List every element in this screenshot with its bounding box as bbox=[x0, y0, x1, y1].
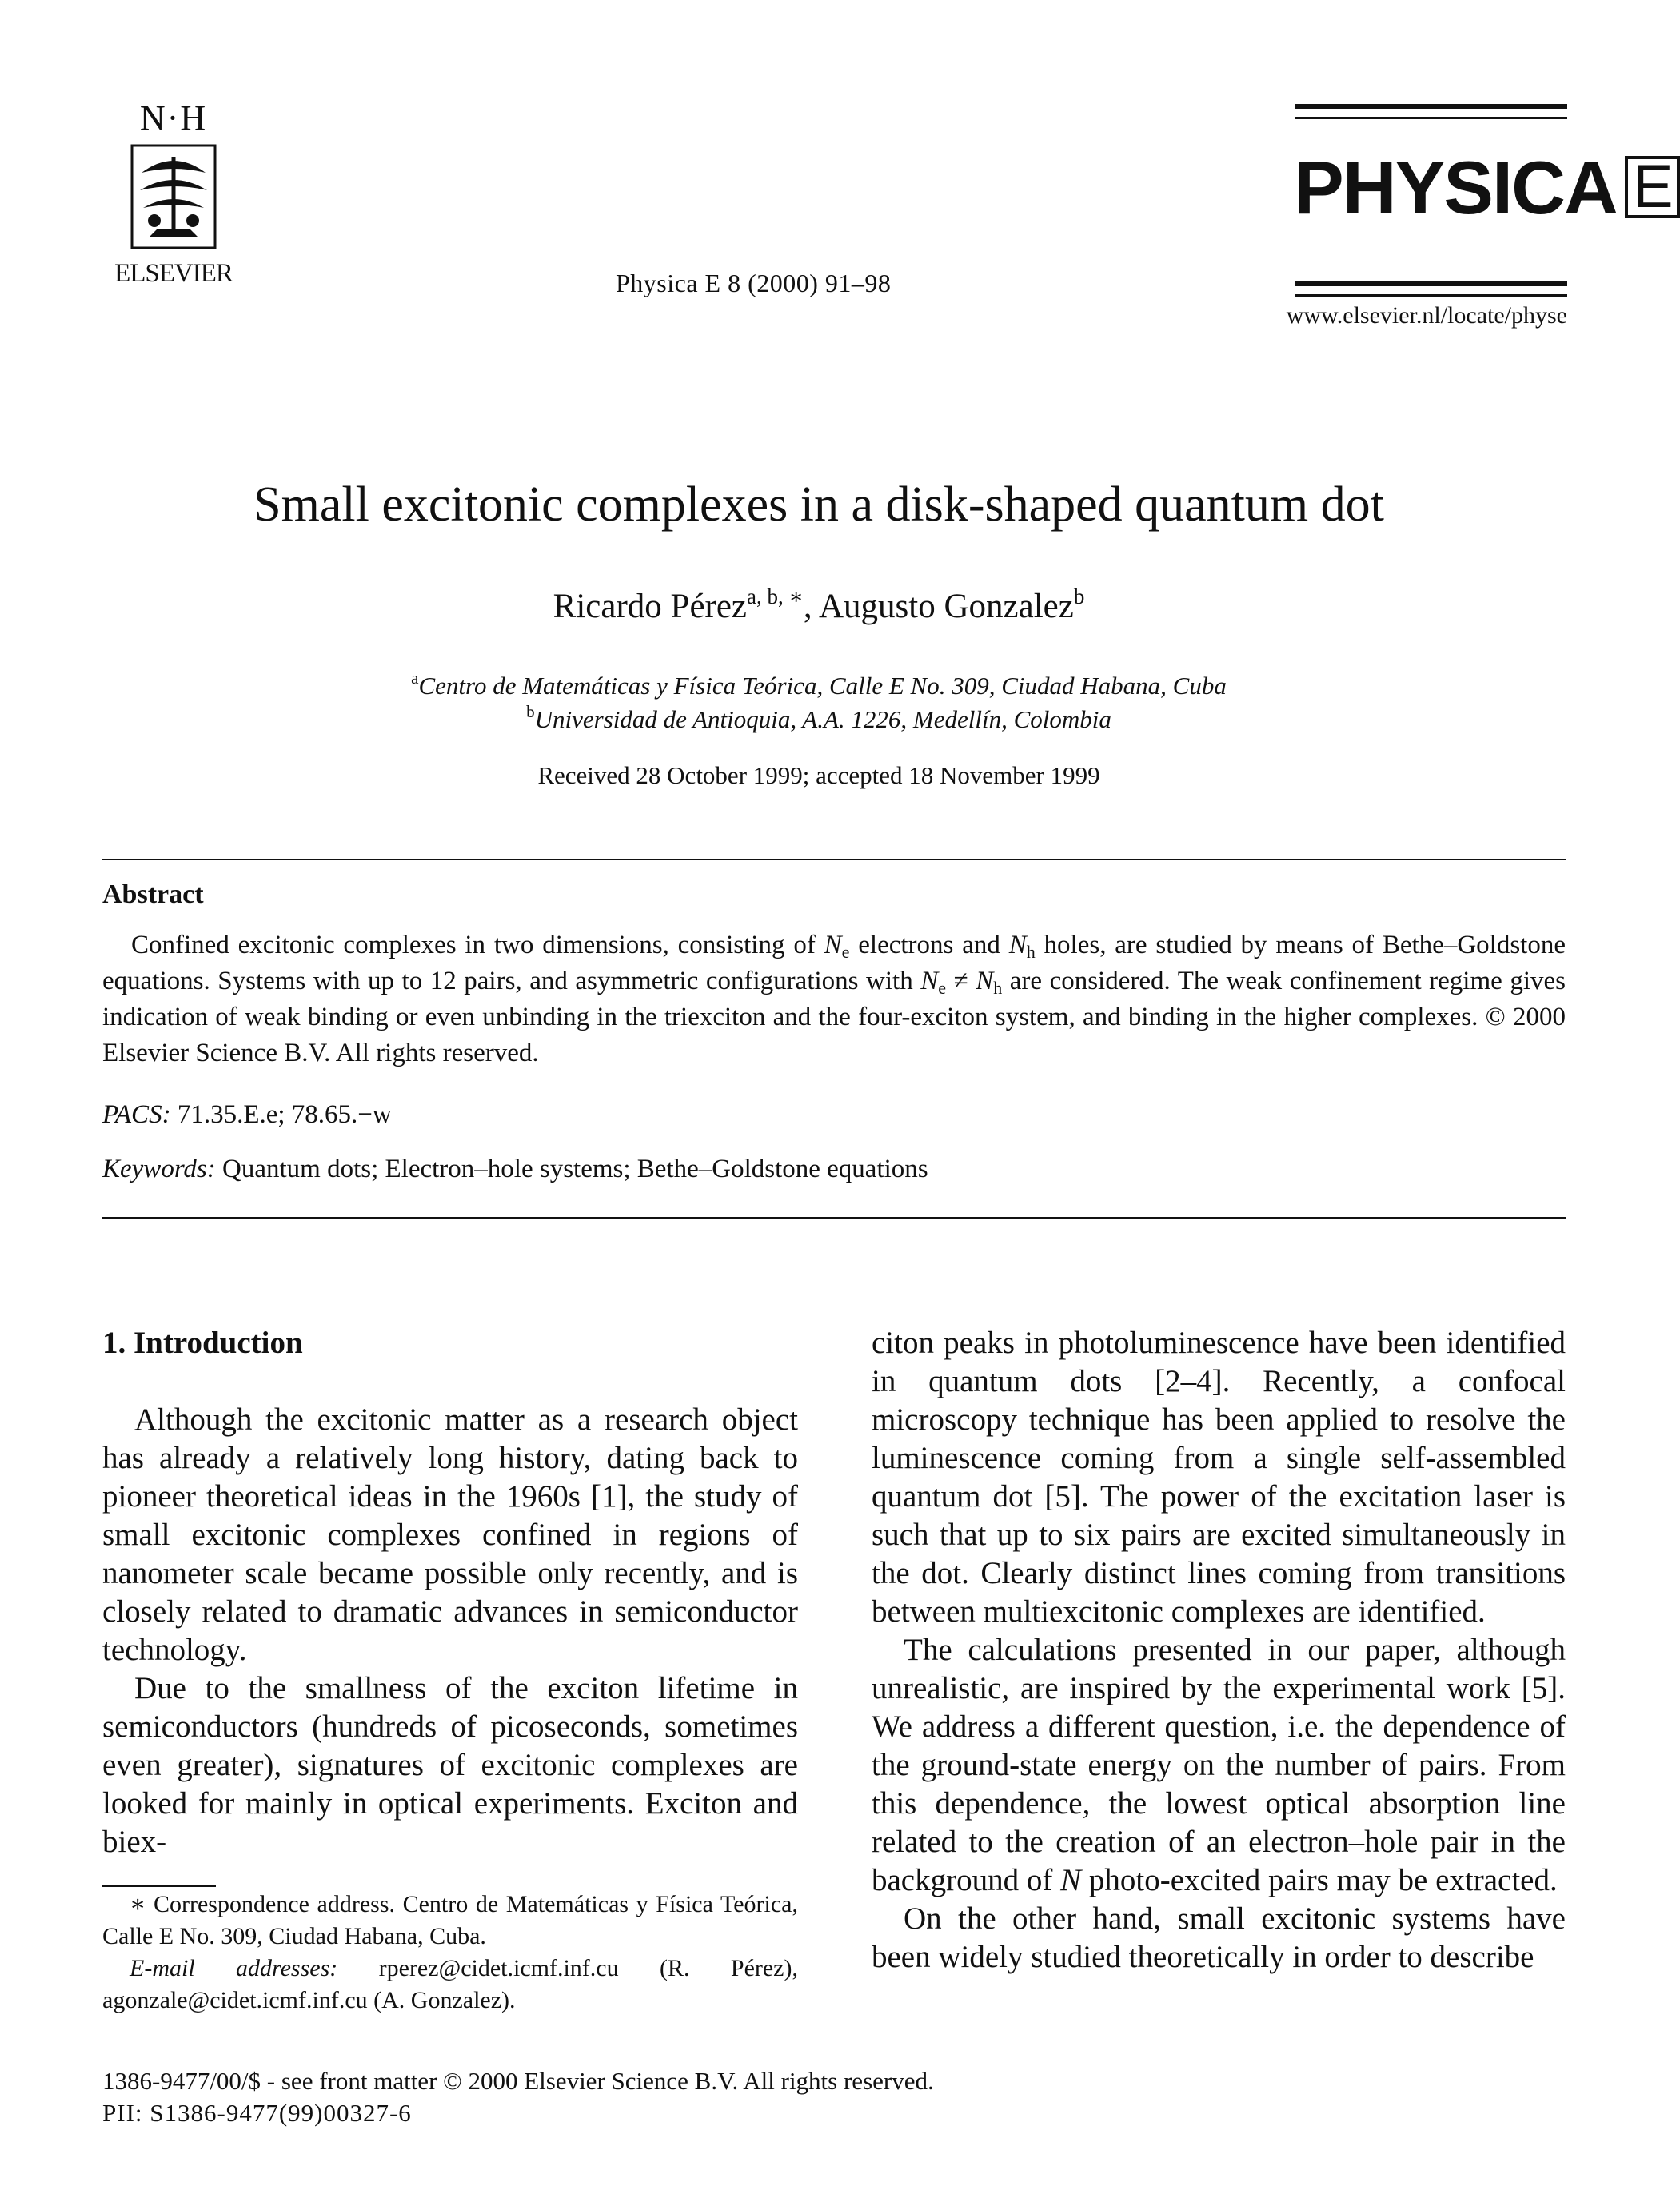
email-note: E-mail addresses: rperez@cidet.icmf.inf.cu (R. Pérez), agonzale@cidet.icmf.inf.cu (A. Gonzalez). bbox=[102, 1955, 798, 2013]
front-matter-line: 1386-9477/00/$ - see front matter © 2000 Elsevier Science B.V. All rights reserved. bbox=[102, 2067, 934, 2095]
divider bbox=[102, 859, 1566, 860]
tree-emblem-icon bbox=[126, 141, 221, 253]
paragraph: Due to the smallness of the exciton lifetime in semiconductors (hundreds of picoseconds, sometimes even greater), signatures of excitonic complexes are looked for mainly in optical experiments. Exciton and biex- bbox=[102, 1671, 798, 1859]
paragraph: The calculations presented in our paper, although unrealistic, are inspired by the experimental work [5]. We address a different question, i.e. the dependence of the ground-state energy on the number of pairs. From this dependence, the lowest optical absorption line related to the creation of an electron–hole pair in the background of N photo-excited pairs may be extracted. bbox=[872, 1633, 1566, 1897]
paper-title: Small excitonic complexes in a disk-shaped quantum dot bbox=[253, 477, 1384, 532]
brand-top-rules bbox=[1295, 104, 1567, 119]
author-separator: , bbox=[803, 588, 819, 625]
publisher-name: ELSEVIER bbox=[114, 259, 233, 288]
keywords-line: Keywords: Quantum dots; Electron–hole systems; Bethe–Goldstone equations bbox=[102, 1155, 928, 1183]
abstract-text: Confined excitonic complexes in two dimensions, consisting of $N_e$ electrons and $N_h$ holes, are studied by means of Bethe–Goldstone equations. Systems with up to 12 pairs, and asymmetric configurations with $N_e \ne N_h$ are considered. The weak confinement regime gives indication of weak binding or even unbinding in the triexciton and the four-exciton system, and binding in the higher complexes. © 2000 Elsevier Science B.V. All rights reserved. bbox=[102, 931, 1566, 1067]
paragraph: citon peaks in photoluminescence have been identified in quantum dots [2–4]. Recently, a confocal microscopy technique has been applied to resolve the luminescence coming from a single self-assembled quantum dot [5]. The power of the excitation laser is such that up to six pairs are excited simultaneously in the dot. Clearly distinct lines coming from transitions between multiexcitonic complexes are identified. bbox=[872, 1326, 1566, 1629]
paragraph: Although the excitonic matter as a research object has already a relatively long history, dating back to pioneer theoretical ideas in the 1960s [1], the study of small excitonic complexes confined in regions of nanometer scale became possible only recently, and is closely related to dramatic advances in semiconductor technology. bbox=[102, 1402, 798, 1667]
author-list bbox=[0, 584, 1638, 626]
divider bbox=[102, 1217, 1566, 1219]
brand-bottom-rules bbox=[1295, 281, 1567, 297]
abstract-heading: Abstract bbox=[102, 880, 204, 909]
author-affiliation-marks: a, b, ∗ bbox=[747, 584, 804, 608]
logo-monogram: N·H bbox=[139, 98, 208, 138]
right-column bbox=[872, 1324, 1566, 1977]
journal-brand bbox=[1294, 144, 1672, 232]
author-affiliation-marks: b bbox=[1073, 584, 1085, 608]
footnote bbox=[102, 1889, 798, 2017]
affiliation: $^a$Centro de Matemáticas y Física Teórica, Calle E No. 309, Ciudad Habana, Cuba bbox=[411, 668, 1227, 700]
footnote-rule bbox=[102, 1885, 216, 1887]
left-column bbox=[102, 1324, 798, 1861]
author-name: Augusto Gonzalez bbox=[819, 588, 1074, 625]
correspondence-note: ∗ Correspondence address. Centro de Matemáticas y Física Teórica, Calle E No. 309, Ciudad Habana, Cuba. bbox=[102, 1891, 798, 1949]
journal-brand-letter: E bbox=[1625, 156, 1680, 218]
author-name: Ricardo Pérez bbox=[553, 588, 748, 625]
elsevier-logo bbox=[102, 98, 245, 301]
received-dates: Received 28 October 1999; accepted 18 November 1999 bbox=[537, 761, 1100, 789]
journal-citation: Physica E 8 (2000) 91–98 bbox=[616, 269, 892, 297]
pacs-line: PACS: 71.35.E.e; 78.65.−w bbox=[102, 1100, 392, 1129]
section-heading: 1. Introduction bbox=[102, 1326, 303, 1360]
journal-brand-text: PHYSICA E bbox=[1294, 146, 1680, 229]
pii-line: PII: S1386-9477(99)00327-6 bbox=[102, 2099, 412, 2127]
journal-url[interactable]: www.elsevier.nl/locate/physe bbox=[1286, 302, 1567, 329]
paragraph: On the other hand, small excitonic systems have been widely studied theoretically in order to describe bbox=[872, 1901, 1566, 1974]
affiliation: $^b$Universidad de Antioquia, A.A. 1226, Medellín, Colombia bbox=[526, 702, 1111, 733]
